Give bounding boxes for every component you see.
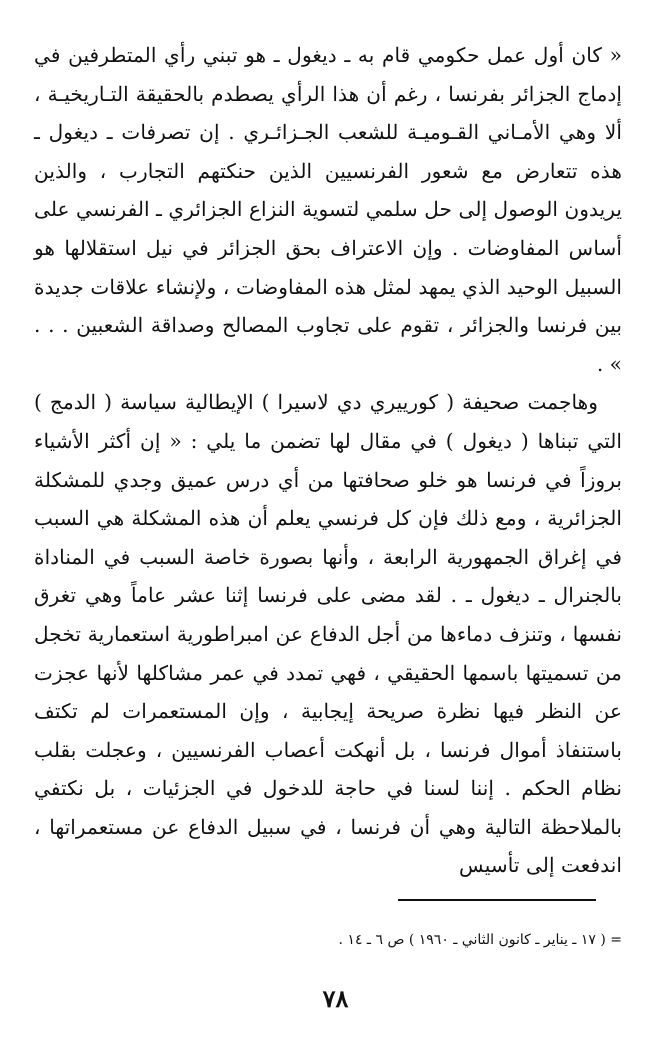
footnote: = ( ١٧ ـ يناير ـ كانون الثاني ـ ١٩٦٠ ) ص ٦ ـ ١٤ . [338, 932, 622, 948]
paragraph-quote-de-gaulle: « كان أول عمل حكومي قام به ـ ديغول ـ هو تبني رأي المتطرفين في إدماج الجزائر بفرنسا ، رغم أن هذا الرأي يصطدم بالحقيقة التـاريخيـة ، ألا وهي الأمـاني القـوميـة للشعب الجـزائـري . إن تصرفات ـ ديغول ـ هذه تتعارض مع شعور الفرنسيين الذين حنكتهم التجارب ، والذين يريدون الوصول إلى حل سلمي لتسوية النزاع الجزائري ـ الفرنسي على أساس المفاوضات . وإن الاعتراف بحق الجزائر في نيل استقلالها هو السبيل الوحيد الذي يمهد لمثل هذه المفاوضات ، ولإنشاء علاقات جديدة بين فرنسا والجزائر ، تقوم على تجاوب المصالح وصداقة الشعبين . . . » . [34, 43, 622, 376]
paragraph-corriere-della-sera: وهاجمت صحيفة ( كورييري دي لاسيرا ) الإيطالية سياسة ( الدمج ) التي تبناها ( ديغول ) في مقال لها تضمن ما يلي : « إن أكثر الأشياء بروزاً في فرنسا هو خلو صحافتها من أي درس عميق وجدي للمشكلة الجزائرية ، ومع ذلك فإن كل فرنسي يعلم أن هذه المشكلة هي السبب في إغراق الجمهورية الرابعة ، وأنها بصورة خاصة السبب في المناداة بالجنرال ـ ديغول ـ . لقد مضى على فرنسا إثنا عشر عاماً وهي تغرق نفسها ، وتنزف دماءها من أجل الدفاع عن امبراطورية استعمارية تخجل من تسميتها باسمها الحقيقي ، فهي تمدد في عمر مشاكلها لأنها عجزت عن النظر فيها نظرة صريحة إيجابية ، وإن المستعمرات لم تكتف باستنفاذ أموال فرنسا ، بل أنهكت أعصاب الفرنسيين ، وعجلت بقلب نظام الحكم . إننا لسنا في حاجة للدخول في الجزئيات ، بل نكتفي بالملاحظة التالية وهي أن فرنسا ، في سبيل الدفاع عن مستعمراتها ، اندفعت إلى تأسيس [34, 390, 622, 878]
main-text [34, 36, 622, 885]
footnote-separator [398, 899, 596, 901]
page-number: ٧٨ [322, 984, 349, 1013]
